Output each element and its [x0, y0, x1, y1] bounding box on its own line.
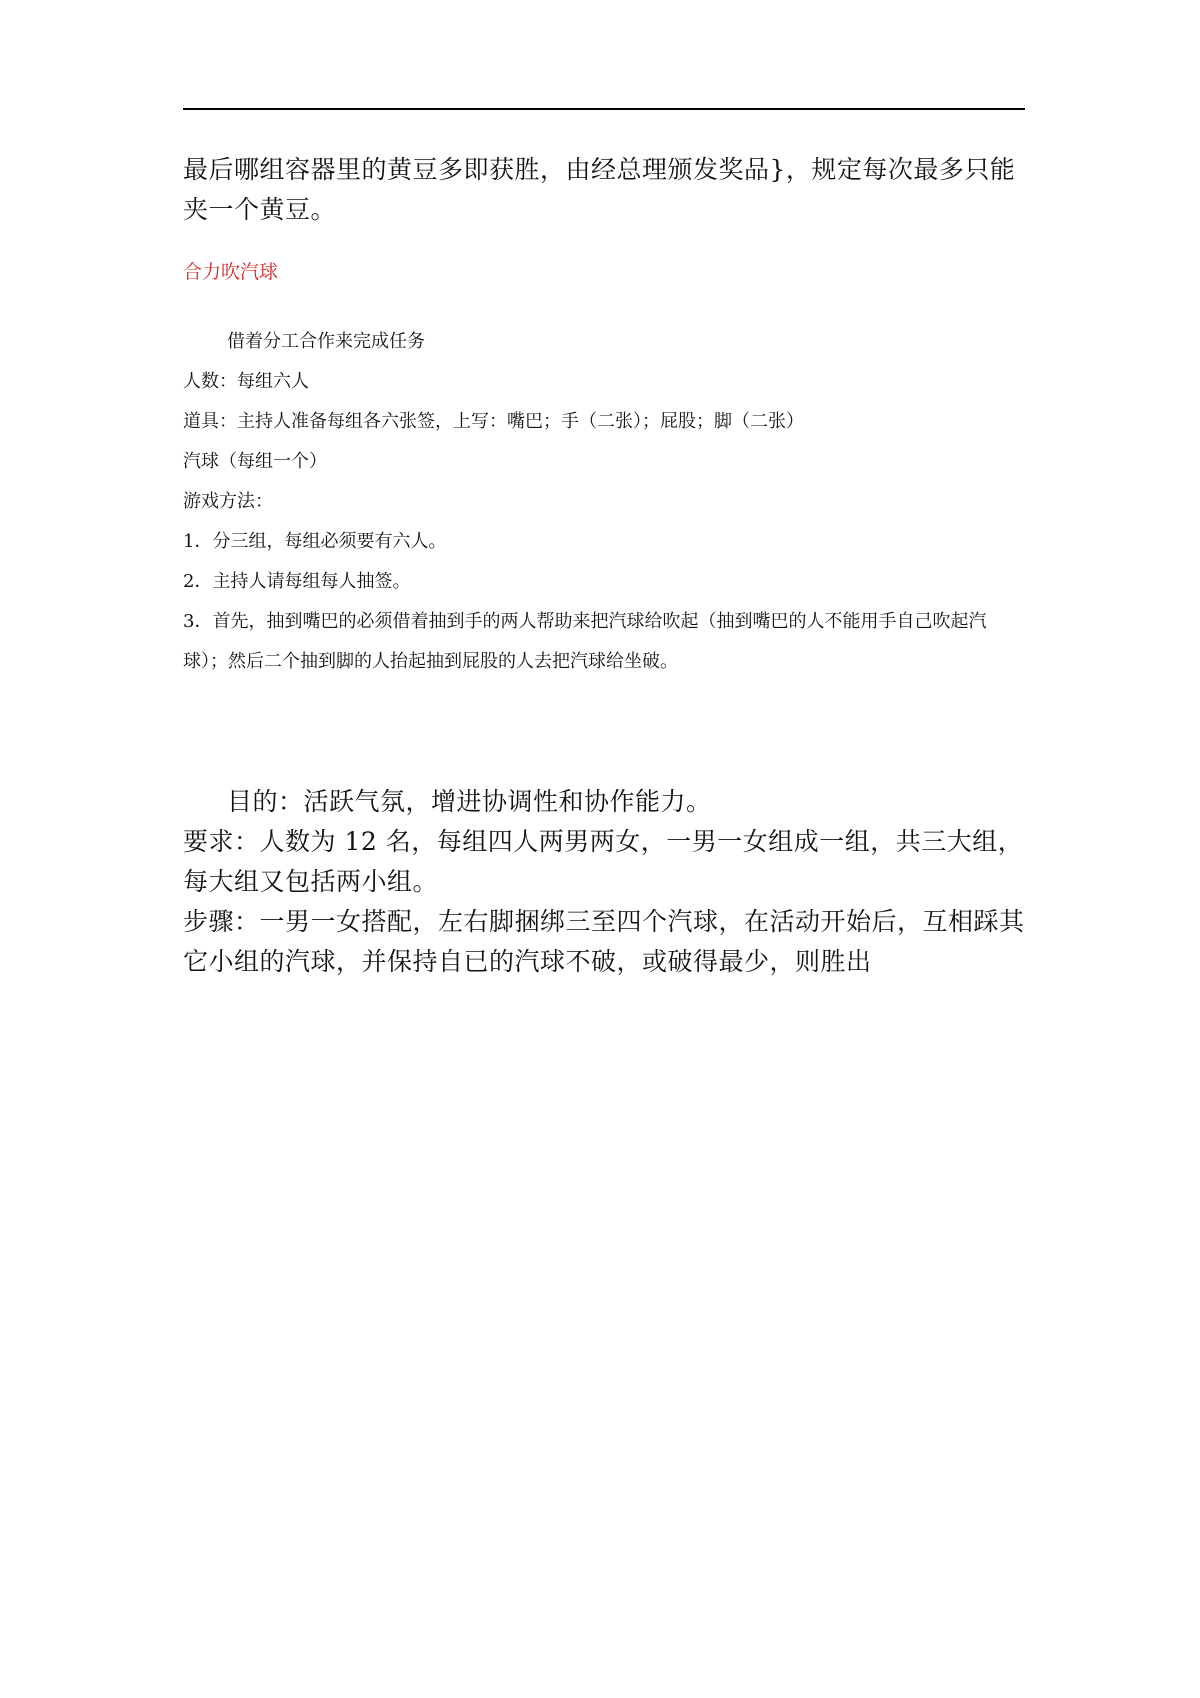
game-props: 道具：主持人准备每组各六张签，上写：嘴巴；手（二张）；屁股；脚（二张）	[183, 411, 804, 432]
game2-purpose: 目的：活跃气氛，增进协调性和协作能力。	[227, 787, 712, 816]
game2-section	[183, 782, 1025, 982]
game-balloon: 汽球（每组一个）	[183, 451, 327, 472]
game-subtitle: 借着分工合作来完成任务	[227, 331, 425, 352]
game-people: 人数：每组六人	[183, 371, 309, 392]
game-title: 合力吹汽球	[183, 261, 279, 283]
game-method-label: 游戏方法：	[183, 491, 273, 512]
header-rule	[183, 108, 1025, 110]
game-step-3: 3．首先，抽到嘴巴的必须借着抽到手的两人帮助来把汽球给吹起（抽到嘴巴的人不能用手自己吹起汽球）；然后二个抽到脚的人抬起抽到屁股的人去把汽球给坐破。	[183, 611, 987, 672]
intro-paragraph: 最后哪组容器里的黄豆多即获胜，由经总理颁发奖品}，规定每次最多只能夹一个黄豆。	[183, 155, 1016, 224]
game2-requirement: 要求：人数为 12 名，每组四人两男两女，一男一女组成一组，共三大组，每大组又包括两小组。	[183, 827, 1024, 896]
game2-steps: 步骤：一男一女搭配，左右脚捆绑三至四个汽球，在活动开始后，互相踩其它小组的汽球，并保持自已的汽球不破，或破得最少，则胜出	[183, 907, 1025, 976]
game-step-1: 1．分三组，每组必须要有六人。	[183, 531, 447, 552]
game-details	[183, 322, 1025, 682]
game-step-2: 2．主持人请每组每人抽签。	[183, 571, 411, 592]
